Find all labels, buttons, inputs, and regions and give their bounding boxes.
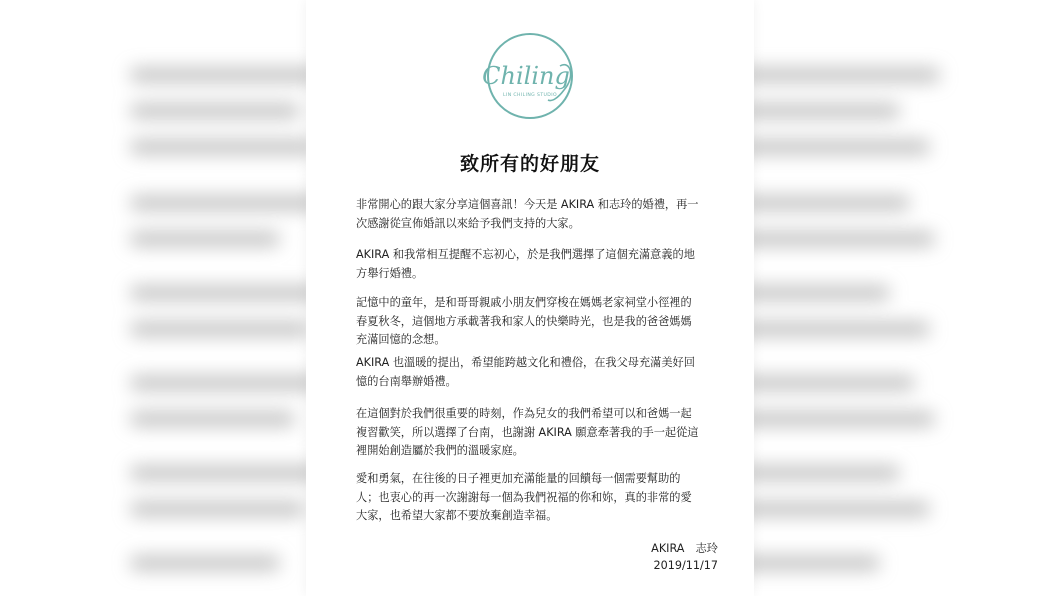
logo-studio-text: LIN CHILING STUDIO — [503, 93, 557, 98]
letter-page — [306, 0, 754, 596]
paragraph-3: 記憶中的童年，是和哥哥親戚小朋友們穿梭在媽媽老家祠堂小徑裡的春夏秋冬，這個地方承載著我和家人的快樂時光，也是我的爸爸媽媽充滿回憶的念想。 — [356, 296, 692, 347]
paragraph-5: 在這個對於我們很重要的時刻，作為兒女的我們希望可以和爸媽一起複習歡笑，所以選擇了台南，也謝謝 AKIRA 願意牽著我的手一起從這裡開始創造屬於我們的溫暖家庭。 — [356, 407, 699, 458]
blurred-background-right — [740, 0, 970, 596]
signature-names: AKIRA 志玲 — [651, 542, 718, 555]
paragraph-2: AKIRA 和我常相互提醒不忘初心，於是我們選擇了這個充滿意義的地方舉行婚禮。 — [356, 248, 695, 280]
paragraph-1: 非常開心的跟大家分享這個喜訊！今天是 AKIRA 和志玲的婚禮，再一次感謝從宣佈婚訊以來給予我們支持的大家。 — [356, 198, 699, 230]
chiling-logo — [472, 30, 588, 146]
paragraph-4: AKIRA 也溫暖的提出，希望能跨越文化和禮俗，在我父母充滿美好回憶的台南舉辦婚禮。 — [356, 356, 695, 388]
blurred-background-left — [90, 0, 320, 596]
letter-title: 致所有的好朋友 — [459, 153, 600, 175]
signature-date: 2019/11/17 — [653, 559, 718, 572]
paragraph-6: 愛和勇氣，在往後的日子裡更加充滿能量的回饋每一個需要幫助的人；也衷心的再一次謝謝每一個為我們祝福的你和妳，真的非常的愛大家，也希望大家都不要放棄創造幸福。 — [356, 472, 692, 523]
logo-script: Chiling — [482, 62, 570, 90]
